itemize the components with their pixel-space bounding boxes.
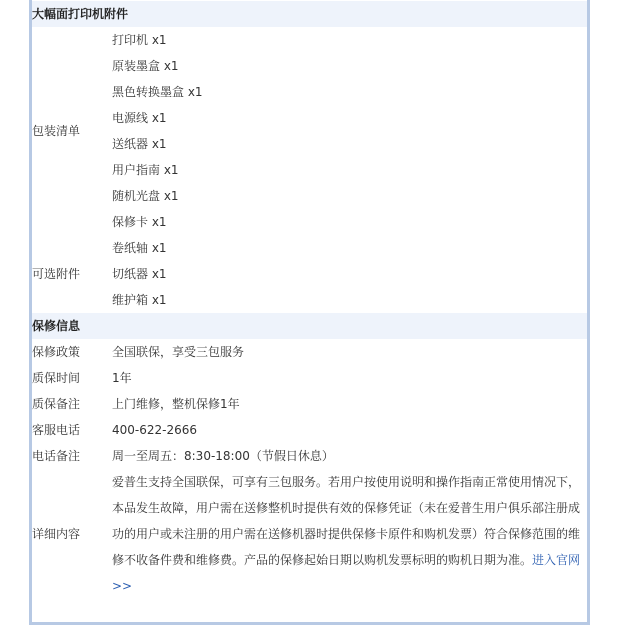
list-item: 保修卡 x1 bbox=[112, 215, 167, 229]
section-header-warranty: 保修信息 bbox=[32, 313, 587, 339]
table-row bbox=[32, 79, 587, 105]
row-label: 电话备注 bbox=[32, 449, 81, 463]
table-row bbox=[32, 287, 587, 313]
list-item: 电源线 x1 bbox=[112, 111, 167, 125]
table-row bbox=[32, 157, 587, 183]
table-row bbox=[32, 469, 587, 625]
list-item: 送纸器 x1 bbox=[112, 137, 167, 151]
list-item: 原装墨盒 x1 bbox=[112, 59, 179, 73]
list-item: 随机光盘 x1 bbox=[112, 189, 179, 203]
detail-content bbox=[112, 469, 587, 625]
row-label: 质保时间 bbox=[32, 371, 81, 385]
optional-label: 可选附件 bbox=[32, 267, 81, 281]
list-item: 用户指南 x1 bbox=[112, 163, 179, 177]
row-label: 保修政策 bbox=[32, 345, 81, 359]
table-row bbox=[32, 183, 587, 209]
table-row bbox=[32, 235, 587, 261]
official-site-link[interactable]: 进入官网>> bbox=[112, 553, 581, 593]
row-label: 客服电话 bbox=[32, 423, 81, 437]
table-row bbox=[32, 53, 587, 79]
package-label: 包装清单 bbox=[32, 124, 81, 138]
list-item: 维护箱 x1 bbox=[112, 293, 167, 307]
table-row bbox=[32, 443, 587, 469]
list-item: 切纸器 x1 bbox=[112, 267, 167, 281]
table-row bbox=[32, 365, 587, 391]
row-value: 1年 bbox=[112, 371, 132, 385]
row-value: 上门维修，整机保修1年 bbox=[112, 397, 240, 411]
table-row bbox=[32, 417, 587, 443]
table-row bbox=[32, 105, 587, 131]
table-row bbox=[32, 391, 587, 417]
table-row bbox=[32, 339, 587, 365]
row-value: 全国联保，享受三包服务 bbox=[112, 345, 245, 359]
table-row bbox=[32, 27, 587, 53]
list-item: 黑色转换墨盒 x1 bbox=[112, 85, 203, 99]
table-row bbox=[32, 209, 587, 235]
section-header-accessories: 大幅面打印机附件 bbox=[32, 1, 587, 27]
detail-text: 爱普生支持全国联保，可享有三包服务。若用户按使用说明和操作指南正常使用情况下，本品发生故障，用户需在送修整机时提供有效的保修凭证（未在爱普生用户俱乐部注册成功的用户或未注册的用户需在送修机器时提供保修卡原件和购机发票）符合保修范围的维修不收备件费和维修费。产品的保修起始日期以购机发票标明的购机日期为准。 bbox=[112, 475, 581, 567]
detail-label: 详细内容 bbox=[32, 527, 81, 541]
row-label: 质保备注 bbox=[32, 397, 81, 411]
table-row bbox=[32, 261, 587, 287]
spec-table bbox=[32, 1, 587, 625]
list-item: 卷纸轴 x1 bbox=[112, 241, 167, 255]
table-row bbox=[32, 131, 587, 157]
row-value: 400-622-2666 bbox=[112, 423, 198, 437]
list-item: 打印机 x1 bbox=[112, 33, 167, 47]
row-value: 周一至周五：8:30-18:00（节假日休息） bbox=[112, 449, 334, 463]
